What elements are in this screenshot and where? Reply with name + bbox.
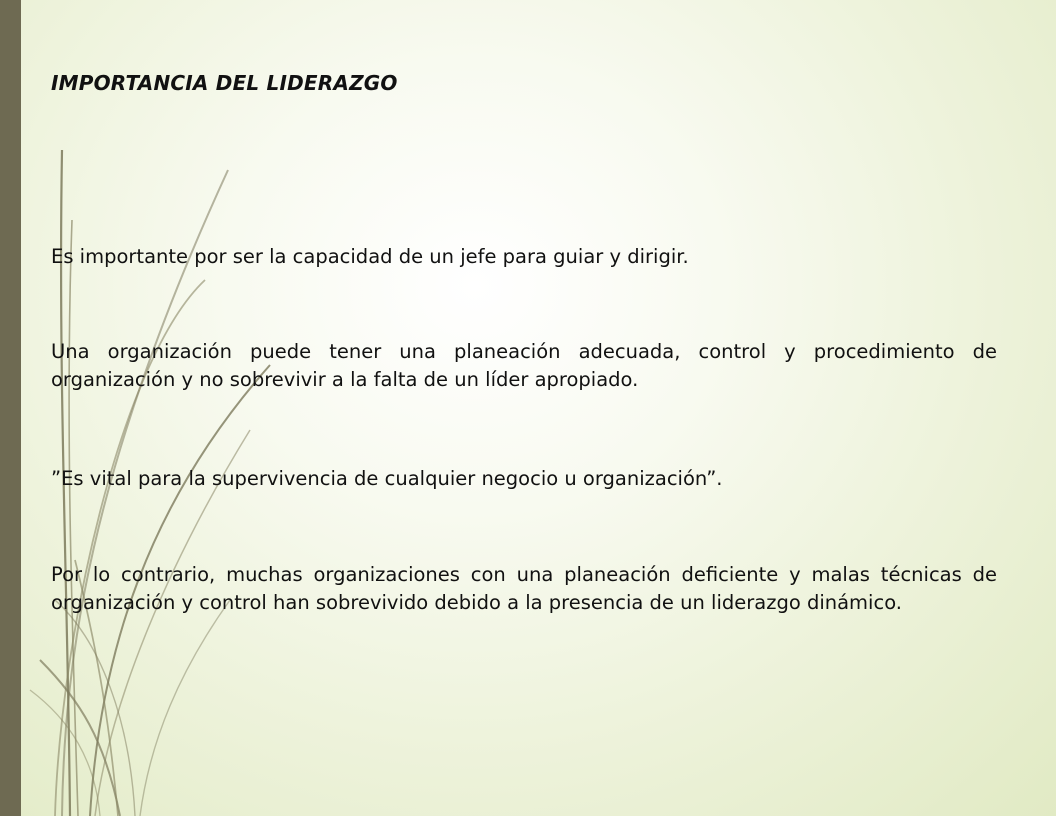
paragraph-importance: Es importante por ser la capacidad de un jefe para guiar y dirigir. <box>51 245 689 268</box>
paragraph-organization: Una organización puede tener una planeación adecuada, control y procedimiento de organización y no sobrevivir a la falta de un líder apropiado. <box>51 340 997 391</box>
paragraph-contrary: Por lo contrario, muchas organizaciones con una planeación deficiente y malas técnicas de organización y control han sobrevivido debido a la presencia de un liderazgo dinámico. <box>51 563 997 614</box>
slide-title: IMPORTANCIA DEL LIDERAZGO <box>51 71 398 95</box>
paragraph-quote: ”Es vital para la supervivencia de cualquier negocio u organización”. <box>51 467 723 490</box>
